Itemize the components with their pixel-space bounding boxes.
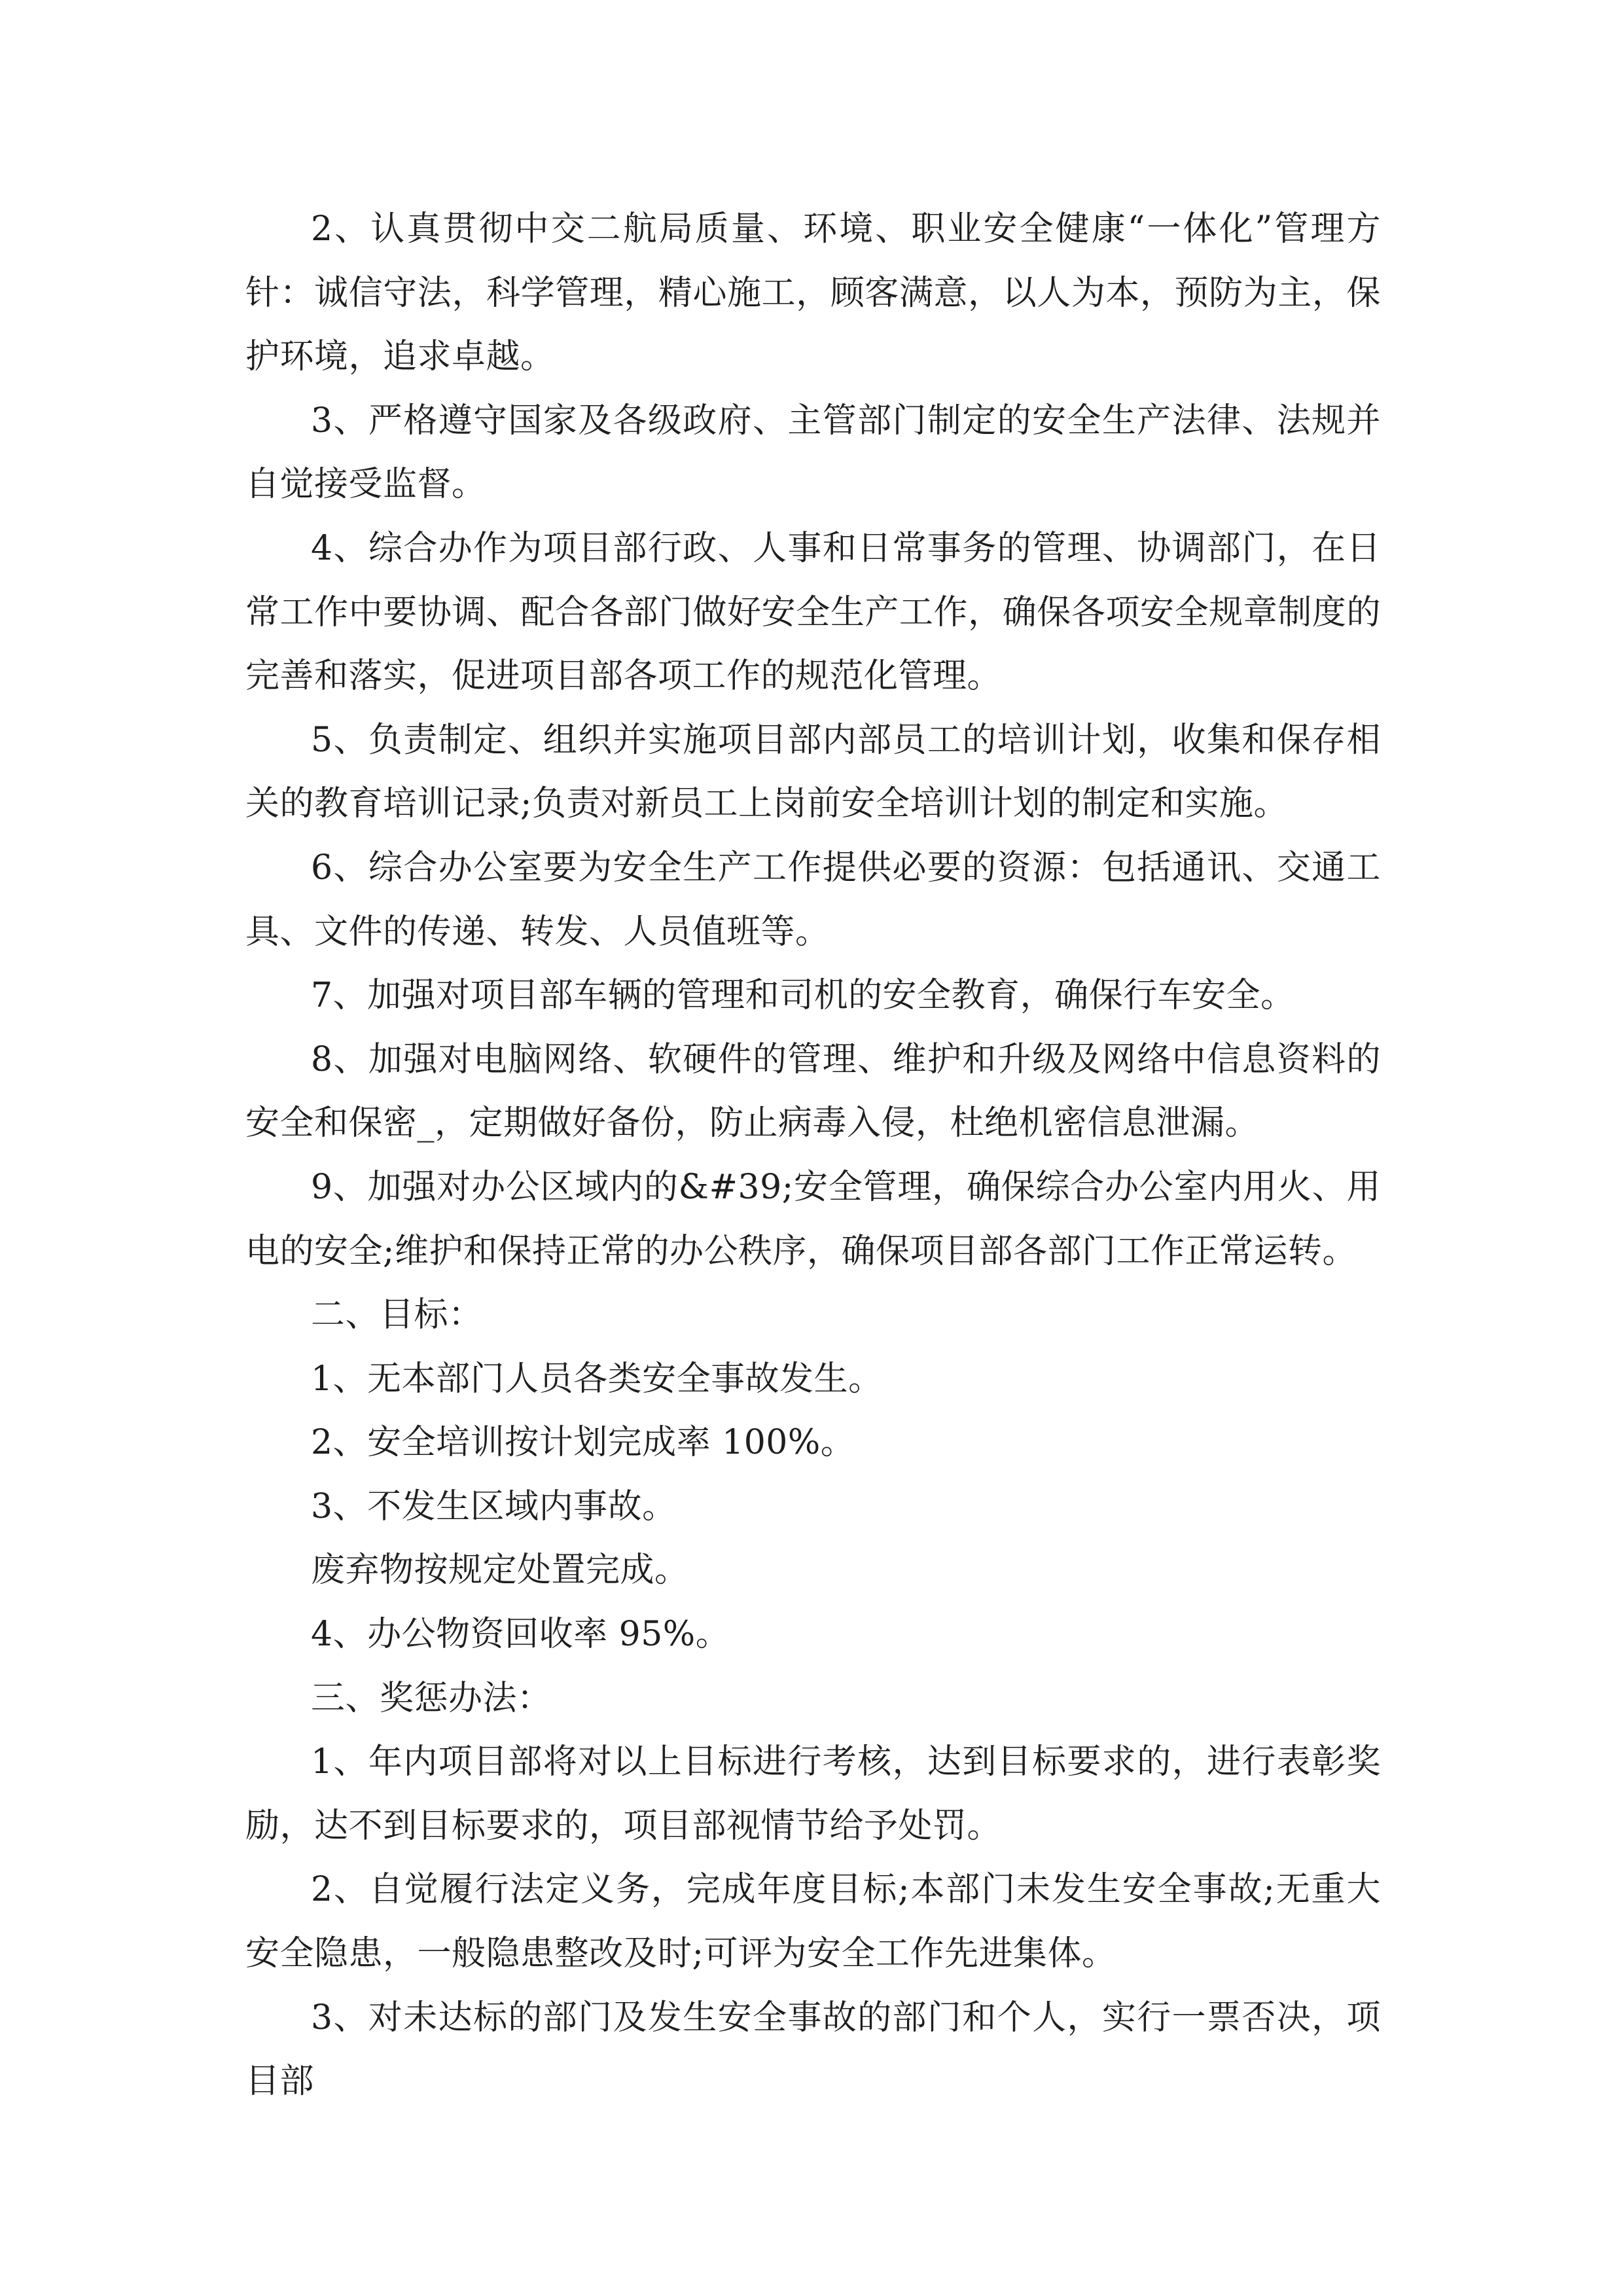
paragraph-responsibility-5: 5、负责制定、组织并实施项目部内部员工的培训计划，收集和保存相关的教育培训记录;负责对新员工上岗前安全培训计划的制定和实施。	[245, 720, 1381, 824]
paragraph-goal-3: 3、不发生区域内事故。	[311, 1486, 677, 1526]
paragraph-responsibility-8: 8、加强对电脑网络、软硬件的管理、维护和升级及网络中信息资料的安全和保密_，定期做好备份，防止病毒入侵，杜绝机密信息泄漏。	[245, 1039, 1381, 1143]
section-heading-rewards: 三、奖惩办法：	[311, 1678, 552, 1718]
paragraph-responsibility-7: 7、加强对项目部车辆的管理和司机的安全教育，确保行车安全。	[311, 976, 1295, 1016]
paragraph-responsibility-9: 9、加强对办公区域内的&#39;安全管理，确保综合办公室内用火、用电的安全;维护和保持正常的办公秩序，确保项目部各部门工作正常运转。	[245, 1167, 1381, 1271]
paragraph-goal-waste: 废弃物按规定处置完成。	[311, 1551, 689, 1590]
paragraph-reward-1: 1、年内项目部将对以上目标进行考核，达到目标要求的，进行表彰奖励，达不到目标要求的，项目部视情节给予处罚。	[245, 1742, 1381, 1846]
paragraph-goal-1: 1、无本部门人员各类安全事故发生。	[311, 1359, 883, 1399]
paragraph-goal-2: 2、安全培训按计划完成率 100%。	[311, 1423, 855, 1463]
paragraph-reward-3: 3、对未达标的部门及发生安全事故的部门和个人，实行一票否决，项目部	[245, 1998, 1381, 2102]
paragraph-responsibility-4: 4、综合办作为项目部行政、人事和日常事务的管理、协调部门，在日常工作中要协调、配合各部门做好安全生产工作，确保各项安全规章制度的完善和落实，促进项目部各项工作的规范化管理。	[245, 528, 1381, 696]
paragraph-responsibility-2: 2、认真贯彻中交二航局质量、环境、职业安全健康“一体化”管理方针：诚信守法，科学管理，精心施工，顾客满意，以人为本，预防为主，保护环境，追求卓越。	[245, 209, 1381, 377]
paragraph-reward-2: 2、自觉履行法定义务，完成年度目标;本部门未发生安全事故;无重大安全隐患，一般隐患整改及时;可评为安全工作先进集体。	[245, 1870, 1381, 1974]
document-body	[245, 198, 1381, 2114]
paragraph-responsibility-6: 6、综合办公室要为安全生产工作提供必要的资源：包括通讯、交通工具、文件的传递、转发、人员值班等。	[245, 848, 1381, 952]
paragraph-goal-4: 4、办公物资回收率 95%。	[311, 1615, 730, 1655]
paragraph-responsibility-3: 3、严格遵守国家及各级政府、主管部门制定的安全生产法律、法规并自觉接受监督。	[245, 401, 1381, 505]
section-heading-goals: 二、目标：	[311, 1295, 483, 1335]
